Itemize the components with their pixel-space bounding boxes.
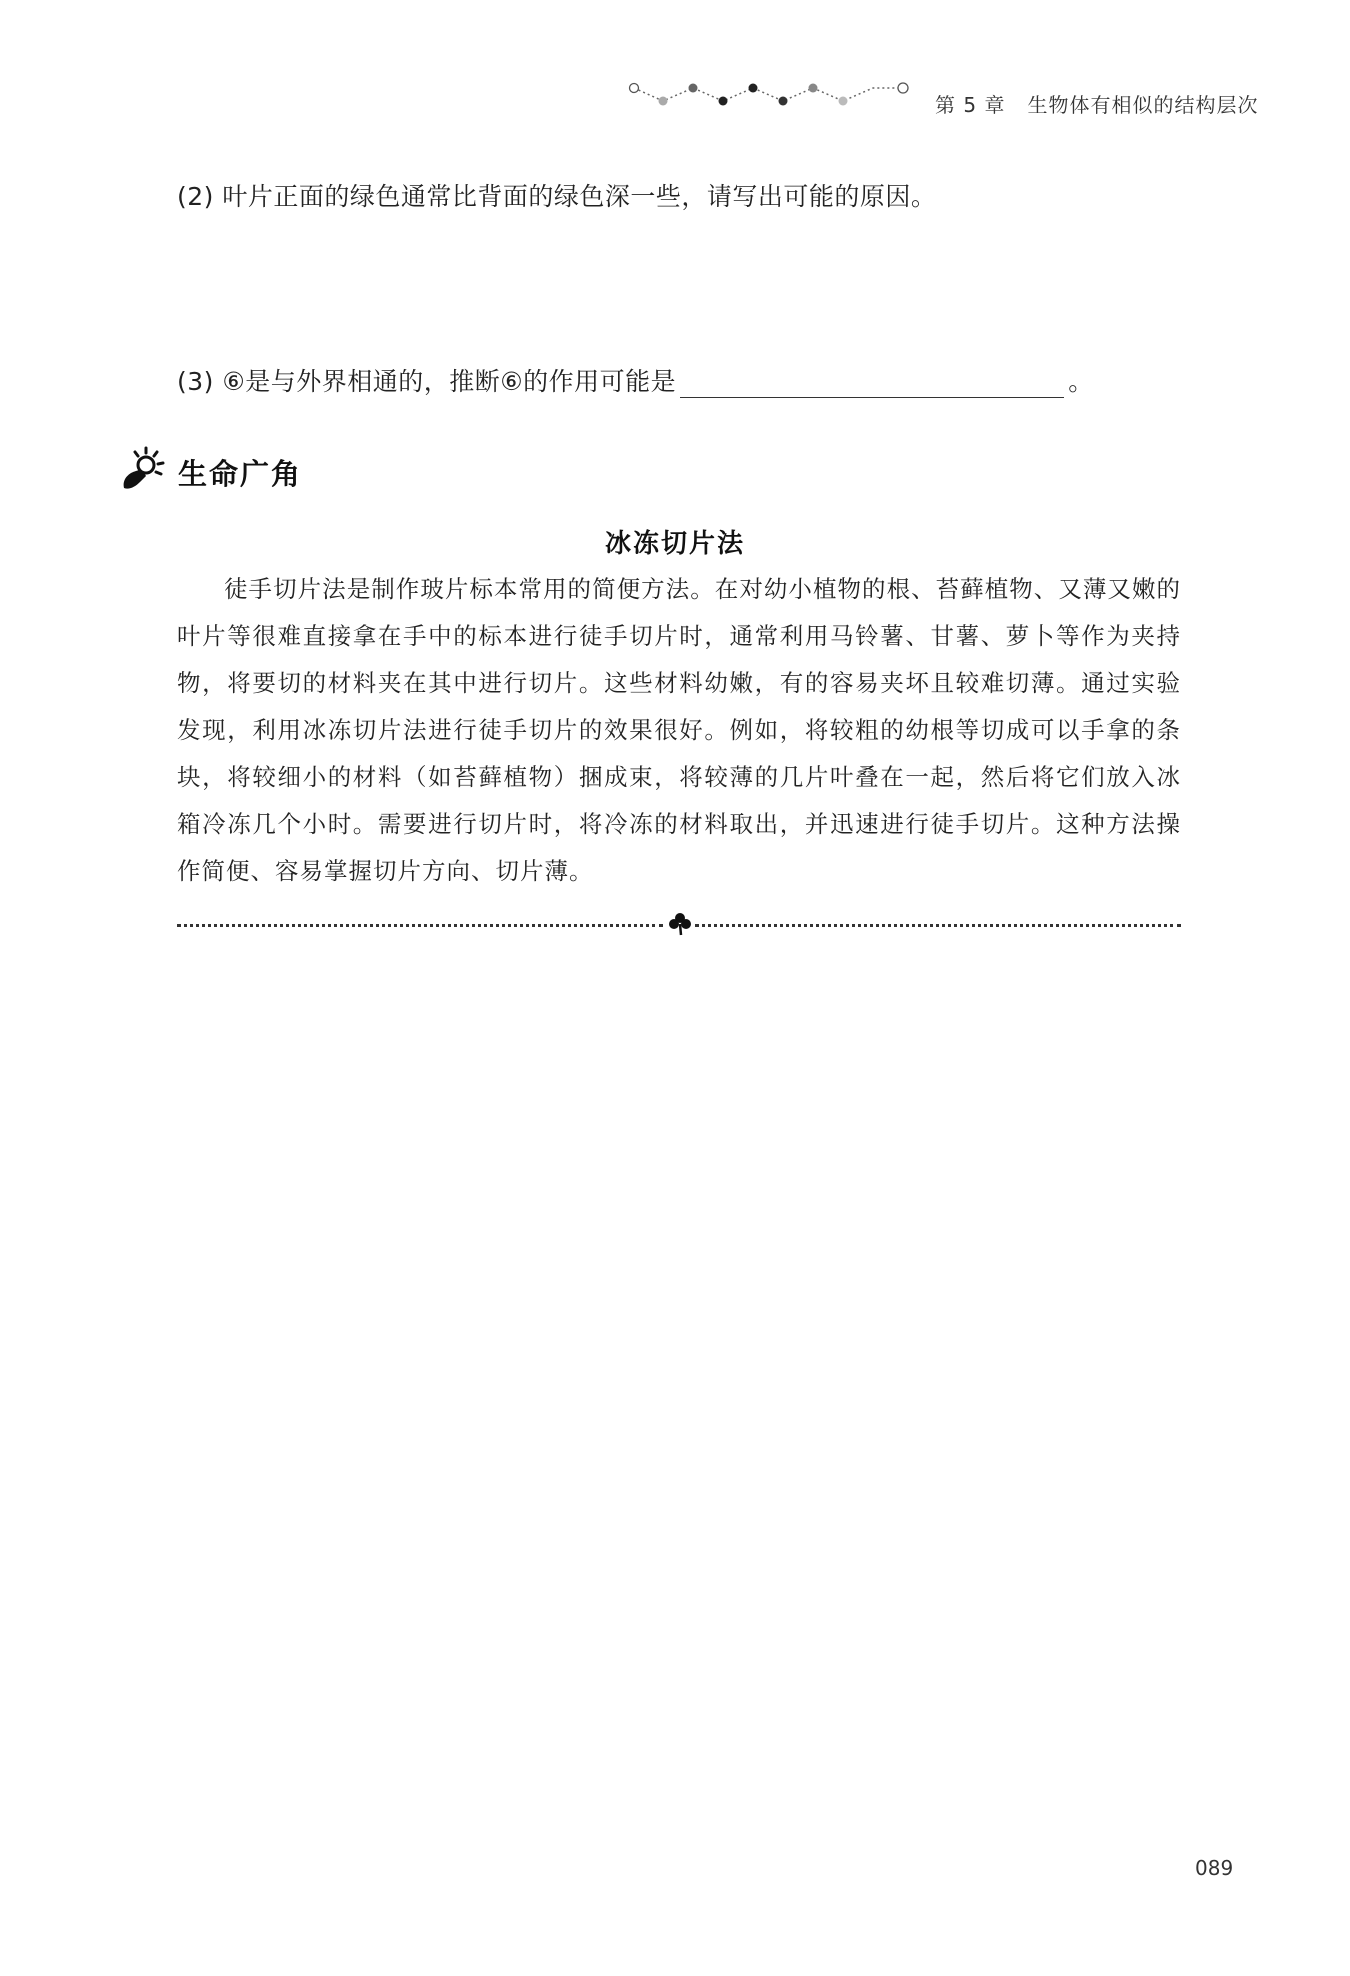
- clover-icon: [667, 912, 693, 936]
- lightbulb-hand-icon: [120, 446, 166, 492]
- article-title: 冰冻切片法: [604, 529, 745, 559]
- section-title: 生命广角: [178, 457, 303, 491]
- question-2: (2) 叶片正面的绿色通常比背面的绿色深一些，请写出可能的原因。: [177, 182, 937, 211]
- page-number: 089: [1195, 1856, 1234, 1880]
- question-3-period: 。: [1068, 367, 1094, 396]
- divider-dots-left: [177, 924, 663, 927]
- section-divider: [177, 912, 1181, 936]
- bead-chain-icon: [628, 80, 918, 114]
- question-3: [177, 362, 1094, 398]
- question-3-text: (3) ⑥是与外界相通的，推断⑥的作用可能是: [177, 367, 677, 396]
- article-body: 徒手切片法是制作玻片标本常用的简便方法。在对幼小植物的根、苔藓植物、又薄又嫩的叶片等很难直接拿在手中的标本进行徒手切片时，通常利用马铃薯、甘薯、萝卜等作为夹持物，将要切的材料夹在其中进行切片。这些材料幼嫩，有的容易夹坏且较难切薄。通过实验发现，利用冰冻切片法进行徒手切片的效果很好。例如，将较粗的幼根等切成可以手拿的条块，将较细小的材料（如苔藓植物）捆成束，将较薄的几片叶叠在一起，然后将它们放入冰箱冷冻几个小时。需要进行切片时，将冷冻的材料取出，并迅速进行徒手切片。这种方法操作简便、容易掌握切片方向、切片薄。: [177, 575, 1181, 885]
- chapter-number: 第 5 章: [935, 93, 1006, 117]
- divider-dots-right: [695, 924, 1181, 927]
- chapter-header: [935, 89, 1258, 118]
- chapter-title: 生物体有相似的结构层次: [1027, 93, 1259, 117]
- answer-blank[interactable]: [680, 371, 1064, 398]
